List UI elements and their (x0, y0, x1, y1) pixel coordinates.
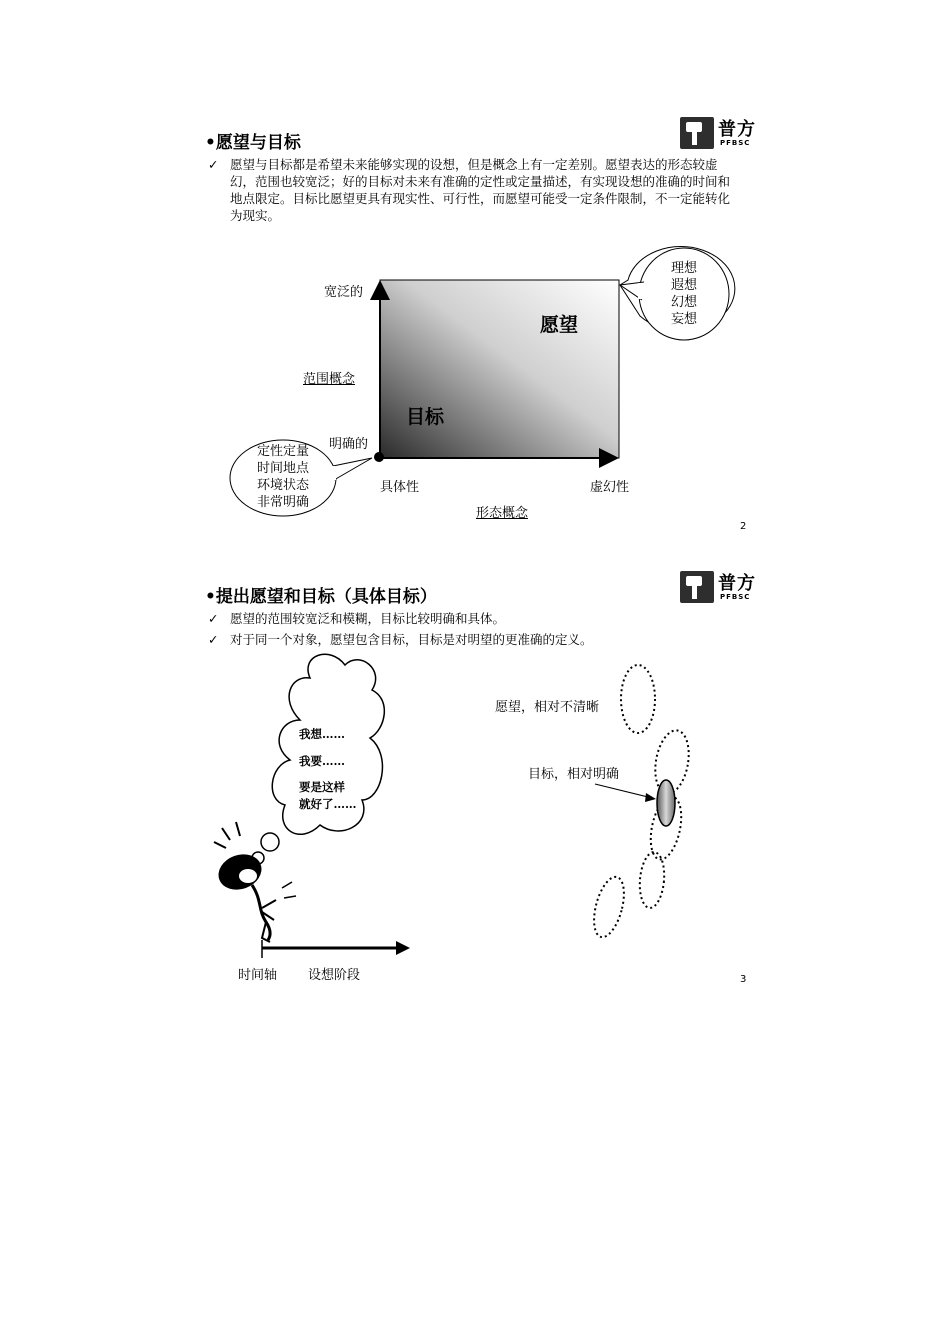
thinking-figure-icon (214, 822, 296, 942)
checkmark-icon: ✓ (208, 157, 219, 172)
goal-clear-label: 目标，相对明确 (528, 767, 620, 782)
goal-bubble-item: 时间地点 (256, 461, 309, 476)
wish-bubble-item: 遐想 (670, 278, 697, 293)
wish-goal-diagram (0, 0, 950, 560)
y-top-label: 宽泛的 (324, 285, 364, 300)
wish-label: 愿望 (540, 314, 579, 336)
y-bottom-label: 明确的 (329, 437, 369, 452)
goal-bubble-item: 环境状态 (256, 478, 309, 493)
logo-text-en: PFBSC (720, 139, 751, 147)
wish-bubble-item: 妄想 (670, 312, 697, 327)
thought-line: 就好了…… (299, 797, 357, 811)
logo-text-cn: 普方 (718, 573, 756, 594)
origin-dot (374, 452, 384, 462)
bullet-text: 愿望的范围较宽泛和模糊，目标比较明确和具体。 (230, 611, 506, 626)
time-axis-arrow-icon (396, 941, 410, 955)
logo-text-cn: 普方 (718, 119, 756, 140)
wish-bubble-item: 幻想 (670, 295, 697, 310)
illustration (0, 560, 950, 1000)
slide-title: •提出愿望和目标（具体目标） (205, 587, 437, 607)
checkmark-icon: ✓ (208, 611, 219, 626)
wish-bubble-item: 理想 (670, 261, 697, 276)
slide-wish-and-goal (0, 0, 950, 560)
bullet-text: 愿望与目标都是希望未来能够实现的设想，但是概念上有一定差别。愿望表达的形态较虚幻，范围也较宽泛；好的目标对未来有准确的定性或定量描述，有实现设想的准确的时间和地点限定。目标比愿望更具有现实性、可行性，而愿望可能受一定条件限制，不一定能转化为现实。 (230, 157, 731, 223)
logo-text-en: PFBSC (720, 593, 751, 601)
page-number: 2 (740, 521, 747, 532)
x-axis-title: 形态概念 (476, 506, 529, 521)
x-right-label: 虚幻性 (590, 480, 630, 495)
goal-label: 目标 (406, 406, 445, 428)
slide-title: •愿望与目标 (205, 133, 301, 153)
thought-line: 我要…… (299, 754, 345, 768)
goal-bubble-item: 定性定量 (256, 444, 309, 459)
wish-unclear-label: 愿望，相对不清晰 (495, 700, 600, 715)
wish-ellipses (588, 665, 693, 940)
time-axis-label: 时间轴 (238, 968, 278, 983)
goal-bubble-list (250, 443, 316, 511)
stage-label: 设想阶段 (308, 968, 361, 983)
goal-bubble-item: 非常明确 (256, 495, 309, 510)
page-number: 3 (740, 974, 747, 985)
goal-ellipse (657, 780, 675, 826)
y-axis-title: 范围概念 (303, 372, 356, 387)
bullet-text: 对于同一个对象，愿望包含目标，目标是对明望的更准确的定义。 (230, 632, 593, 647)
thought-line: 我想…… (299, 727, 345, 741)
x-left-label: 具体性 (380, 480, 420, 495)
checkmark-icon: ✓ (208, 632, 219, 647)
thought-line: 要是这样 (299, 780, 345, 794)
slide-wish-and-goal-concrete (0, 560, 950, 1000)
pointer-line (595, 784, 652, 798)
wish-bubble-list (660, 260, 708, 328)
concept-area (380, 280, 619, 458)
